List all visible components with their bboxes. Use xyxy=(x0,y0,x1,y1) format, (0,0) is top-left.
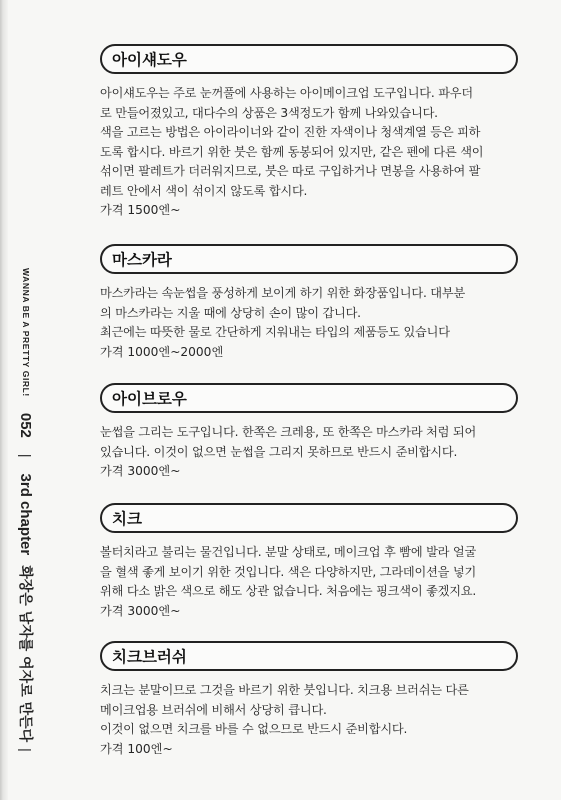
section-eyeshadow xyxy=(100,44,530,221)
section-body xyxy=(100,84,530,221)
price-text: 가격 3000엔~ xyxy=(100,464,181,478)
page-number: 052 xyxy=(17,412,35,438)
section-eyebrow xyxy=(100,383,530,482)
series-title: WANNA BE A PRETTY GIRL! xyxy=(21,268,31,397)
section-body xyxy=(100,681,530,759)
price-text: 가격 100엔~ xyxy=(100,741,173,756)
section-heading: 마스카라 xyxy=(100,244,518,274)
section-heading: 아이브로우 xyxy=(100,383,518,413)
section-heading: 아이섀도우 xyxy=(100,44,518,74)
price-text: 가격 1500엔~ xyxy=(100,203,181,217)
chapter-subtitle: 화장은 남자를 여자로 만든다 xyxy=(17,565,33,743)
paragraph: 눈썹을 그리는 도구입니다. 한쪽은 크레용, 또 한쪽은 마스카라 처럼 되어 있습니다. 이것이 없으면 눈썹을 그리지 못하므로 반드시 준비합시다. xyxy=(100,425,477,459)
page-edge xyxy=(0,0,8,800)
section-cheek xyxy=(100,503,530,621)
section-body xyxy=(100,423,530,482)
section-cheek-brush xyxy=(100,641,530,759)
paragraph: 치크는 분말이므로 그것을 바르기 위한 붓입니다. 치크용 브러쉬는 다른 메이크업용 브러쉬에 비해서 상당히 큽니다. xyxy=(100,683,469,717)
paragraph: 볼터치라고 불리는 물건입니다. 분말 상태로, 메이크업 후 빰에 발라 얼굴 을 혈색 좋게 보이기 위한 것입니다. 색은 다양하지만, 그라데이션을 넣기 위해 다소 밝은 색으로 해도 상관 없습니다. 처음에는 핑크색이 좋겠지요. xyxy=(100,545,477,598)
paragraph: 이것이 없으면 치크를 바를 수 없으므로 반드시 준비합시다. xyxy=(100,722,408,736)
price-text: 가격 3000엔~ xyxy=(100,603,181,618)
section-body xyxy=(100,284,530,362)
paragraph: 아이섀도우는 주로 눈꺼풀에 사용하는 아이메이크업 도구입니다. 파우더 로 만들어졌있고, 대다수의 상품은 3색정도가 함께 나와있습니다. xyxy=(100,86,473,120)
paragraph: 색을 고르는 방법은 아이라이너와 같이 진한 자색이나 청색계열 등은 피하 도록 합시다. 바르기 위한 붓은 함께 동봉되어 있지만, 같은 펜에 다른 색이 섞이면 팔레트가 더러워지므로, 붓은 따로 구입하거나 면봉을 사용하여 팔 레트 안에서 색이 섞이지 않도록 합시다. xyxy=(100,125,484,198)
spine-text xyxy=(16,268,36,788)
section-mascara xyxy=(100,244,530,362)
page-spine xyxy=(14,268,36,788)
price-text: 가격 1000엔~2000엔 xyxy=(100,344,224,359)
paragraph: 마스카라는 속눈썹을 풍성하게 보이게 하기 위한 화장품입니다. 대부분 의 마스카라는 지울 때에 상당히 손이 많이 갑니다. xyxy=(100,286,466,320)
spine-end-mark: | xyxy=(18,748,34,752)
chapter-label: 3rd chapter xyxy=(17,473,35,556)
section-heading: 치크브러쉬 xyxy=(100,641,518,671)
paragraph: 최근에는 따뜻한 물로 간단하게 지워내는 타입의 제품등도 있습니다 xyxy=(100,325,450,339)
section-heading: 치크 xyxy=(100,503,518,533)
section-body xyxy=(100,543,530,621)
spine-separator: | xyxy=(18,453,34,458)
